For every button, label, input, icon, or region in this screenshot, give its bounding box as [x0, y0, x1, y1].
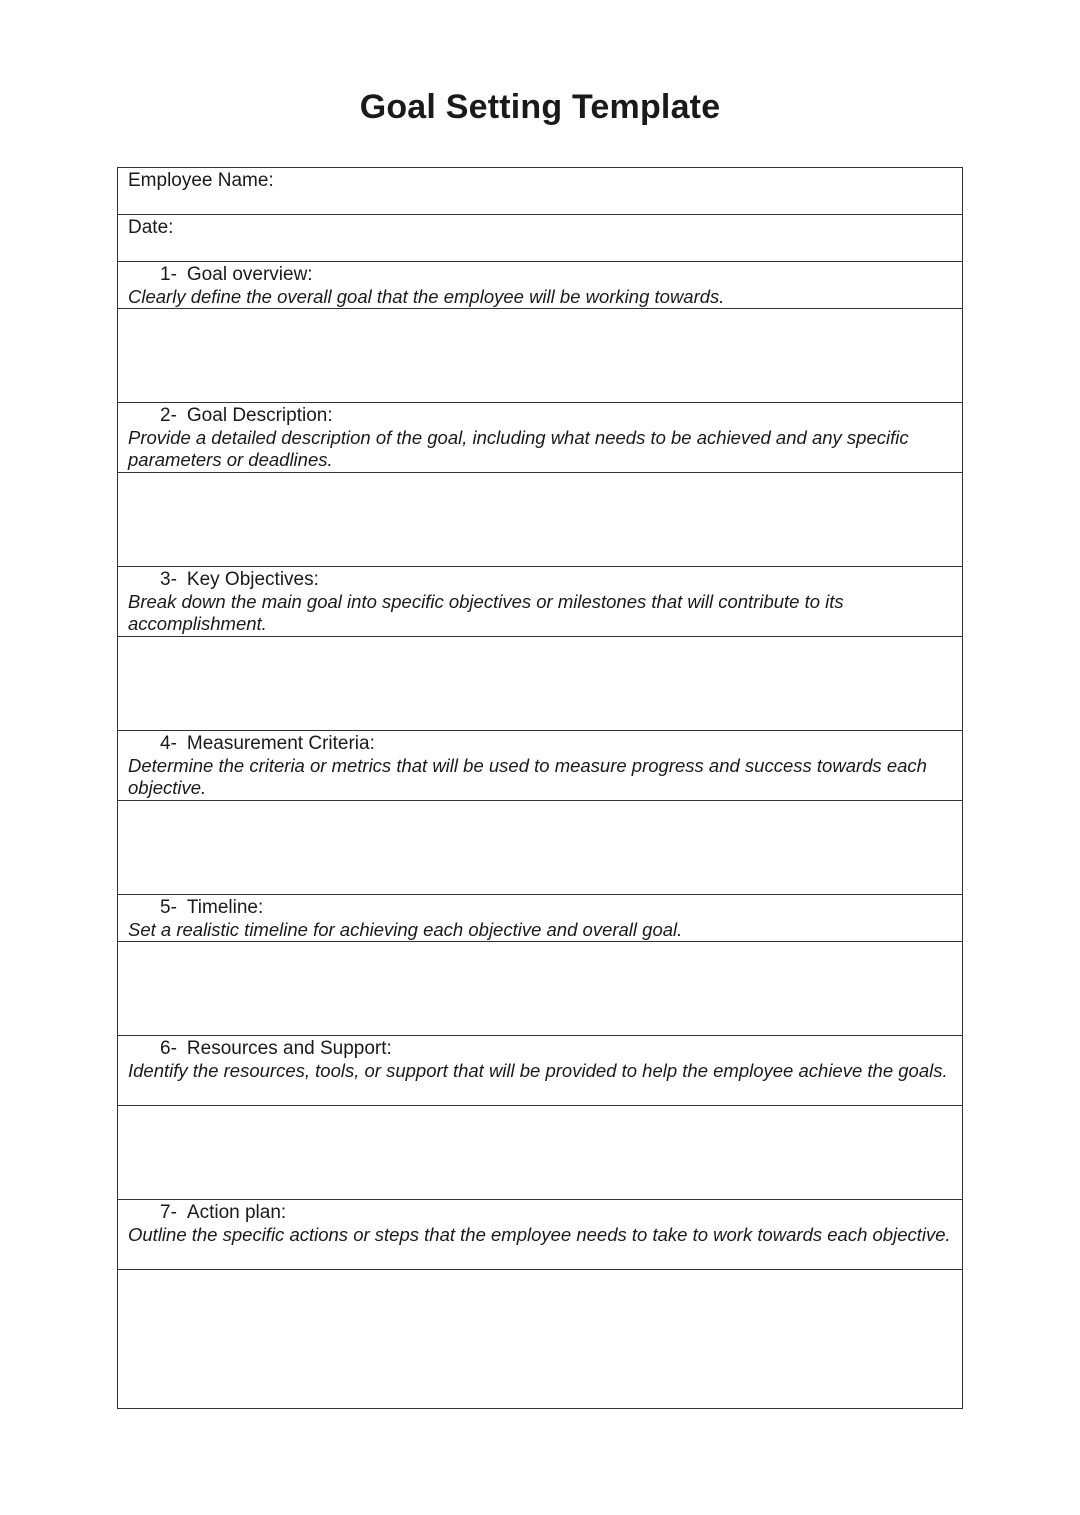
- section-3-answer-area[interactable]: [118, 637, 962, 731]
- section-heading: 5- Timeline:: [160, 897, 264, 918]
- employee-name-label: Employee Name:: [128, 170, 274, 191]
- goal-form-table: [117, 167, 963, 1409]
- section-heading: 4- Measurement Criteria:: [160, 733, 375, 754]
- section-3-header: [118, 567, 962, 637]
- section-7-header: [118, 1200, 962, 1270]
- section-1-answer-area[interactable]: [118, 309, 962, 403]
- section-description: Outline the specific actions or steps that the employee needs to take to work towards each objective.: [128, 1224, 951, 1245]
- section-description: Set a realistic timeline for achieving each objective and overall goal.: [128, 919, 683, 940]
- employee-name-field[interactable]: [118, 168, 962, 215]
- section-heading: 3- Key Objectives:: [160, 569, 319, 590]
- section-heading: 1- Goal overview:: [160, 264, 313, 285]
- section-4-answer-area[interactable]: [118, 801, 962, 895]
- section-heading: 2- Goal Description:: [160, 405, 333, 426]
- section-description: Determine the criteria or metrics that will be used to measure progress and success towards each objective.: [128, 755, 927, 798]
- date-label: Date:: [128, 217, 174, 238]
- page-title: Goal Setting Template: [359, 88, 721, 126]
- section-description: Break down the main goal into specific objectives or milestones that will contribute to its accomplishment.: [128, 591, 844, 634]
- section-6-header: [118, 1036, 962, 1106]
- section-heading: 6- Resources and Support:: [160, 1038, 392, 1059]
- section-description: Clearly define the overall goal that the employee will be working towards.: [128, 286, 725, 307]
- section-5-answer-area[interactable]: [118, 942, 962, 1036]
- section-7-answer-area[interactable]: [118, 1270, 962, 1408]
- section-4-header: [118, 731, 962, 801]
- section-5-header: [118, 895, 962, 942]
- section-heading: 7- Action plan:: [160, 1202, 287, 1223]
- section-6-answer-area[interactable]: [118, 1106, 962, 1200]
- section-description: Identify the resources, tools, or support that will be provided to help the employee achieve the goals.: [128, 1060, 948, 1081]
- section-1-header: [118, 262, 962, 309]
- section-2-header: [118, 403, 962, 473]
- section-description: Provide a detailed description of the goal, including what needs to be achieved and any specific parameters or deadlines.: [128, 427, 909, 470]
- section-2-answer-area[interactable]: [118, 473, 962, 567]
- date-field[interactable]: [118, 215, 962, 262]
